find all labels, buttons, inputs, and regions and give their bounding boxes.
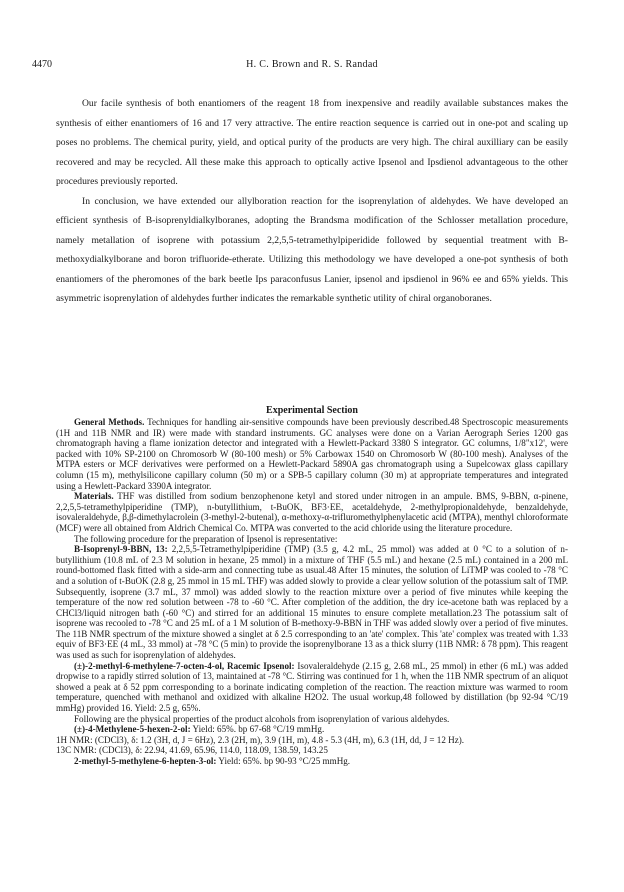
paragraph: In conclusion, we have extended our allylboration reaction for the isoprenylation of aldehydes. We have developed an efficient synthesis of B-isoprenyldialkylboranes, adopting the Brandsma modification of the Schlosser metallation procedure, namely metallation of isoprene with potassium 2,2,5,5-tetramethylpiperidide followed by sequential treatment with B-methoxydialkylborane and boron trifluoride-etherate. Utilizing this methodology we have developed a one-pot synthesis of both enantiomers of the pheromones of the bark beetle Ips paraconfusus Lanier, ipsenol and ipsdienol in 96% ee and 65% yields. This asymmetric isoprenylation of aldehydes further indicates the remarkable synthetic utility of chiral organoboranes. [56, 195, 568, 304]
compound-heading: 2-methyl-5-methylene-6-hepten-3-ol: [74, 756, 217, 766]
paragraph [56, 491, 568, 533]
running-header [32, 59, 592, 73]
paragraph: Following are the physical properties of the product alcohols from isoprenylation of various aldehydes. [74, 713, 450, 724]
section-title: Experimental Section [266, 405, 358, 416]
paragraph: Our facile synthesis of both enantiomers of the reagent 18 from inexpensive and readily available substances makes the synthesis of either enantiomers of 16 and 17 very attractive. The entire reaction sequence is carried out in one-pot and scaling up poses no problems. The chemical purity, yield, and optical purity of the products are very high. The chiral auxilliary can be easily recovered and may be recycled. All these make this approach to optically active Ipsenol and Ipsdienol advantageous to the other procedures previously reported. [56, 98, 568, 187]
paragraph-text: Yield: 65%. bp 90-93 °C/25 mmHg. [216, 756, 351, 766]
paragraph-text: 2,2,5,5-Tetramethylpiperidine (TMP) (3.5 g, 4.2 mL, 25 mmol) was added at 0 °C to a solution of n-butyllithium (10.8 mL of 2.3 M solution in hexane, 25 mmol) in a mixture of THF (5.5 mL) and hexane (2.5 mL) contained in a 200 mL round-bottomed flask fitted with a side-arm and connecting tube as usual.48 After 15 minutes, the solution of LiTMP was cooled to -78 °C and a solution of t-BuOK (2.8 g, 25 mmol in 15 mL THF) was added slowly to provide a clear yellow solution of the potassium salt of TMP. Subsequently, isoprene (3.7 mL, 37 mmol) was added slowly to the reaction mixture over a period of five minutes while keeping the temperature of the now red solution between -78 to -60 °C. After completion of the addition, the dry ice-acetone bath was replaced by a CHCl3/liquid nitrogen bath (-60 °C) and stirred for an additional 15 minutes to ensure complete metallation.23 The potassium salt of isoprene was recooled to -78 °C and 25 mL of a 1 M solution of B-methoxy-9-BBN in THF was added slowly over a period of five minutes. The 11B NMR spectrum of the mixture showed a singlet at δ 2.5 corresponding to an 'ate' complex. This 'ate' complex was treated with 1.33 equiv of BF3·EE (4 mL, 33 mmol) at -78 °C (5 min) to provide the isoprenylborane 13 as a thick slurry (11B NMR: δ 78 ppm). This reagent was used as such for isoprenylation of aldehydes. [56, 544, 568, 661]
paragraph-text: THF was distilled from sodium benzophenone ketyl and stored under nitrogen in an ampule. BMS, 9-BBN, α-pinene, 2,2,5,5-tetramethylpiperidine (TMP), n-butyllithium, t-BuOK, BF3·EE, acetaldehyde, 2-methylpropionaldehyde, benzaldehyde, isovaleraldehyde, β,β-dimethylacrolein (3-methyl-2-butenal), α-methoxy-α-trifluromethylphenylacetic acid (MTPA), menthyl chloroformate (MCF) were all obtained from Aldrich Chemical Co. MTPA was converted to the acid chloride using the literature procedure. [56, 491, 568, 533]
compound-heading: B-Isoprenyl-9-BBN, 13: [74, 544, 168, 555]
paragraph [56, 544, 568, 661]
paragraph [56, 756, 568, 767]
paragraph-heading: General Methods. [74, 417, 145, 427]
paragraph-text: Techniques for handling air-sensitive compounds have been previously described.48 Spectroscopic measurements (1H and 11B NMR and IR) were made with standard instruments. GC analyses were done on a Varian Aerograph Series 1200 gas chromatograph having a flame ionization detector and integrated with a Hewlett-Packard 3380 S integrator. GC columns, 1/8"x12', were packed with 10% SP-2100 on Chromosorb W (80-100 mesh) or 5% Carbowax 1540 on Chromosorb W (80-100 mesh). Analyses of the MTPA esters or MCF derivatives were performed on a Hewlett-Packard 5890A gas chromatograph using a Supelcowax glass capillary column (15 m), methylsilicone capillary column (50 m) or a SPB-5 capillary column (30 m) at appropriate temperatures and integrated using a Hewlett-Packard 3390A integrator. [56, 417, 568, 491]
discussion-text [56, 94, 568, 309]
nmr-data-h: 1H NMR: (CDCl3), δ: 1.2 (3H, d, J = 6Hz), 2.3 (2H, m), 3.9 (1H, m), 4.8 - 5.3 (4H, m), 6.3 (1H, dd, J = 12 Hz). [56, 734, 465, 745]
compound-heading: (±)-4-Methylene-5-hexen-2-ol: [74, 724, 191, 735]
paragraph [56, 417, 568, 491]
paragraph-text: Isovaleraldehyde (2.15 g, 2.68 mL, 25 mmol) in ether (6 mL) was added dropwise to a rapidly stirred solution of 13, maintained at -78 °C. Stirring was continued for 1 h, when the 11B NMR spectrum of an aliquot showed a peak at δ 52 ppm corresponding to a borinate indicating completion of the reaction. The reaction mixture was warmed to room temperature, quenched with methanol and oxidized with alkaline H2O2. The usual workup,48 followed by distillation (bp 92-94 °C/19 mmHg) provided 16. Yield: 2.5 g, 65%. [56, 660, 568, 714]
nmr-data-c: 13C NMR: (CDCl3), δ: 22.94, 41.69, 65.96, 114.0, 118.09, 138.59, 143.25 [56, 745, 328, 756]
paragraph-text: Yield: 65%. bp 67-68 °C/19 mmHg. [190, 724, 325, 735]
running-title: H. C. Brown and R. S. Randad [246, 59, 378, 70]
paragraph [56, 661, 568, 714]
paragraph [56, 724, 568, 735]
paragraph-heading: Materials. [74, 491, 114, 502]
compound-heading: (±)-2-methyl-6-methylene-7-octen-4-ol, Racemic Ipsenol: [74, 660, 295, 671]
experimental-text [56, 417, 568, 767]
paragraph: The following procedure for the preparation of Ipsenol is representative: [74, 533, 338, 544]
page-number: 4470 [32, 59, 52, 70]
